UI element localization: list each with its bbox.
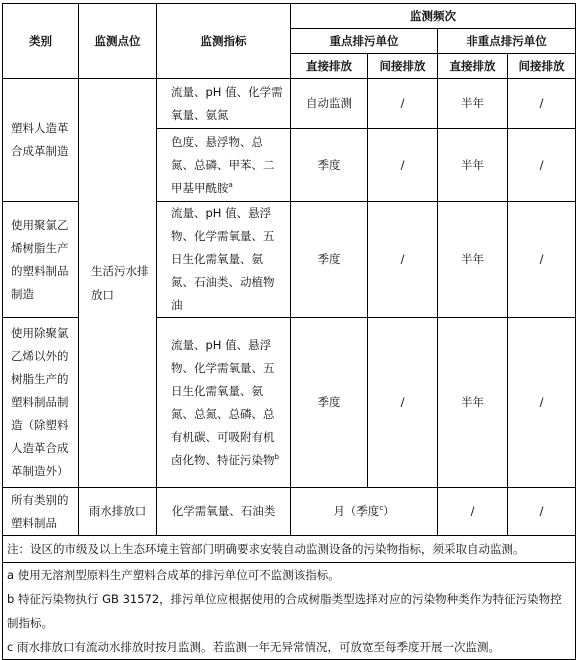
nonkey-direct-cell: 半年: [438, 129, 508, 202]
indicator-cell: 流量、pH 值、化学需氧量、氨氮: [157, 79, 291, 129]
nonkey-indirect-cell: /: [508, 129, 576, 202]
key-direct-cell: 季度: [291, 202, 368, 318]
nonkey-direct-cell: 半年: [438, 318, 508, 488]
header-point: 监测点位: [79, 4, 157, 79]
header-category: 类别: [3, 4, 79, 79]
category-cell: 所有类别的塑料制品: [3, 488, 79, 536]
key-direct-cell: 自动监测: [291, 79, 368, 129]
note-a: a 使用无溶剂型原料生产塑料合成革的排污单位可不监测该指标。: [7, 568, 340, 582]
key-direct-cell: 季度: [291, 318, 368, 488]
note-c: c 雨水排放口有流动水排放时按月监测。若监测一年无异常情况，可放宽至每季度开展一次监测。: [7, 640, 500, 654]
merged-frequency-cell: 月（季度$^c$）: [291, 488, 438, 536]
key-indirect-cell: /: [368, 79, 438, 129]
key-indirect-cell: /: [368, 318, 438, 488]
notes-cell: [3, 536, 576, 660]
header-nonkey-indirect: 间接排放: [508, 54, 576, 79]
header-key-direct: 直接排放: [291, 54, 368, 79]
point-cell: 生活污水排放口: [79, 79, 157, 488]
nonkey-indirect-cell: /: [508, 488, 576, 536]
header-key-indirect: 间接排放: [368, 54, 438, 79]
note-b: b 特征污染物执行 GB 31572，排污单位应根据使用的合成树脂类型选择对应的污染物种类作为特征污染物控制指标。: [7, 592, 562, 630]
header-key-unit: 重点排污单位: [291, 29, 438, 54]
indicator-cell: 化学需氧量、石油类: [157, 488, 291, 536]
indicator-cell: 流量、pH 值、悬浮物、化学需氧量、五日生化需氧量、氨氮、石油类、动植物油: [157, 202, 291, 318]
note-main: 注：设区的市级及以上生态环境主管部门明确要求安装自动监测设备的污染物指标，须采取自动监测。: [3, 536, 575, 563]
header-nonkey-direct: 直接排放: [438, 54, 508, 79]
point-cell: 雨水排放口: [79, 488, 157, 536]
indicator-cell: 流量、pH 值、悬浮物、化学需氧量、五日生化需氧量、氨氮、总氮、总磷、总有机碳、可吸附有机卤化物、特征污染物$^b$: [157, 318, 291, 488]
key-direct-cell: 季度: [291, 129, 368, 202]
nonkey-direct-cell: 半年: [438, 79, 508, 129]
header-nonkey-unit: 非重点排污单位: [438, 29, 576, 54]
indicator-cell: 色度、悬浮物、总氮、总磷、甲苯、二甲基甲酰胺$^a$: [157, 129, 291, 202]
nonkey-indirect-cell: /: [508, 79, 576, 129]
key-indirect-cell: /: [368, 129, 438, 202]
nonkey-indirect-cell: /: [508, 202, 576, 318]
category-cell: 使用除聚氯乙烯以外的树脂生产的塑料制品制造（除塑料人造革合成革制造外）: [3, 318, 79, 488]
header-frequency: 监测频次: [291, 4, 576, 29]
nonkey-indirect-cell: /: [508, 318, 576, 488]
monitoring-table: [2, 3, 576, 660]
nonkey-direct-cell: 半年: [438, 202, 508, 318]
category-cell: 塑料人造革合成革制造: [3, 79, 79, 202]
nonkey-direct-cell: /: [438, 488, 508, 536]
key-indirect-cell: /: [368, 202, 438, 318]
header-indicator: 监测指标: [157, 4, 291, 79]
category-cell: 使用聚氯乙烯树脂生产的塑料制品制造: [3, 202, 79, 318]
